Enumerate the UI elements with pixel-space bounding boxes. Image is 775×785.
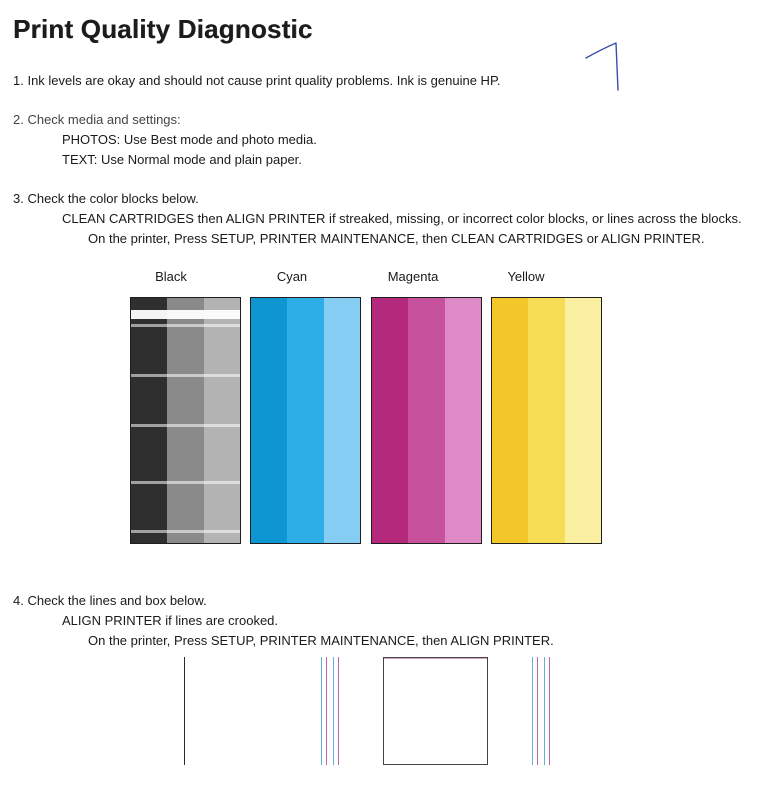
page-title: Print Quality Diagnostic: [13, 14, 313, 44]
black-streak: [131, 324, 240, 327]
cyan-color-block: [250, 297, 361, 544]
alignment-line: [549, 657, 550, 765]
alignment-line: [333, 657, 334, 765]
magenta-color-block: [371, 297, 482, 544]
alignment-line: [532, 657, 533, 765]
magenta-stripe-3: [445, 298, 481, 543]
black-label: Black: [155, 269, 187, 284]
yellow-label: Yellow: [507, 269, 545, 284]
step4-heading: 4. Check the lines and box below.: [13, 593, 207, 608]
step1-text: 1. Ink levels are okay and should not cause print quality problems. Ink is genuine HP.: [13, 73, 501, 88]
cyan-stripe-2: [287, 298, 323, 543]
step3-printer-hint: On the printer, Press SETUP, PRINTER MAINTENANCE, then CLEAN CARTRIDGES or ALIGN PRINTER.: [88, 231, 705, 246]
step2-photos: PHOTOS: Use Best mode and photo media.: [62, 132, 317, 147]
magenta-stripe-1: [372, 298, 408, 543]
cyan-stripe-3: [324, 298, 360, 543]
yellow-stripe-3: [565, 298, 601, 543]
step2-heading: 2. Check media and settings:: [13, 112, 181, 127]
step4-printer-hint: On the printer, Press SETUP, PRINTER MAINTENANCE, then ALIGN PRINTER.: [88, 633, 554, 648]
alignment-color-lines-right: [532, 657, 552, 765]
alignment-black-line: [184, 657, 186, 765]
alignment-line: [321, 657, 322, 765]
step2-text: TEXT: Use Normal mode and plain paper.: [62, 152, 302, 167]
magenta-label: Magenta: [387, 269, 439, 284]
alignment-box: [383, 657, 488, 765]
black-streak: [131, 481, 240, 484]
black-streak: [131, 374, 240, 377]
yellow-color-block: [491, 297, 602, 544]
magenta-stripe-2: [408, 298, 444, 543]
black-stripe-3: [204, 298, 240, 543]
black-streak: [131, 530, 240, 533]
alignment-line: [338, 657, 339, 765]
alignment-line: [184, 657, 185, 765]
alignment-color-lines-left: [321, 657, 341, 765]
cyan-stripe-1: [251, 298, 287, 543]
black-color-block: [130, 297, 241, 544]
black-stripe-1: [131, 298, 167, 543]
black-streak: [131, 310, 240, 319]
handwritten-mark: [580, 40, 640, 105]
alignment-line: [537, 657, 538, 765]
step3-heading: 3. Check the color blocks below.: [13, 191, 199, 206]
cyan-label: Cyan: [276, 269, 308, 284]
step4-instruction: ALIGN PRINTER if lines are crooked.: [62, 613, 279, 628]
alignment-line: [326, 657, 327, 765]
step3-instruction: CLEAN CARTRIDGES then ALIGN PRINTER if streaked, missing, or incorrect color blocks, or lines across the blocks.: [62, 211, 742, 226]
yellow-stripe-1: [492, 298, 528, 543]
black-stripe-2: [167, 298, 203, 543]
yellow-stripe-2: [528, 298, 564, 543]
black-streak: [131, 424, 240, 427]
alignment-box-top-edge: [384, 658, 487, 659]
alignment-line: [544, 657, 545, 765]
